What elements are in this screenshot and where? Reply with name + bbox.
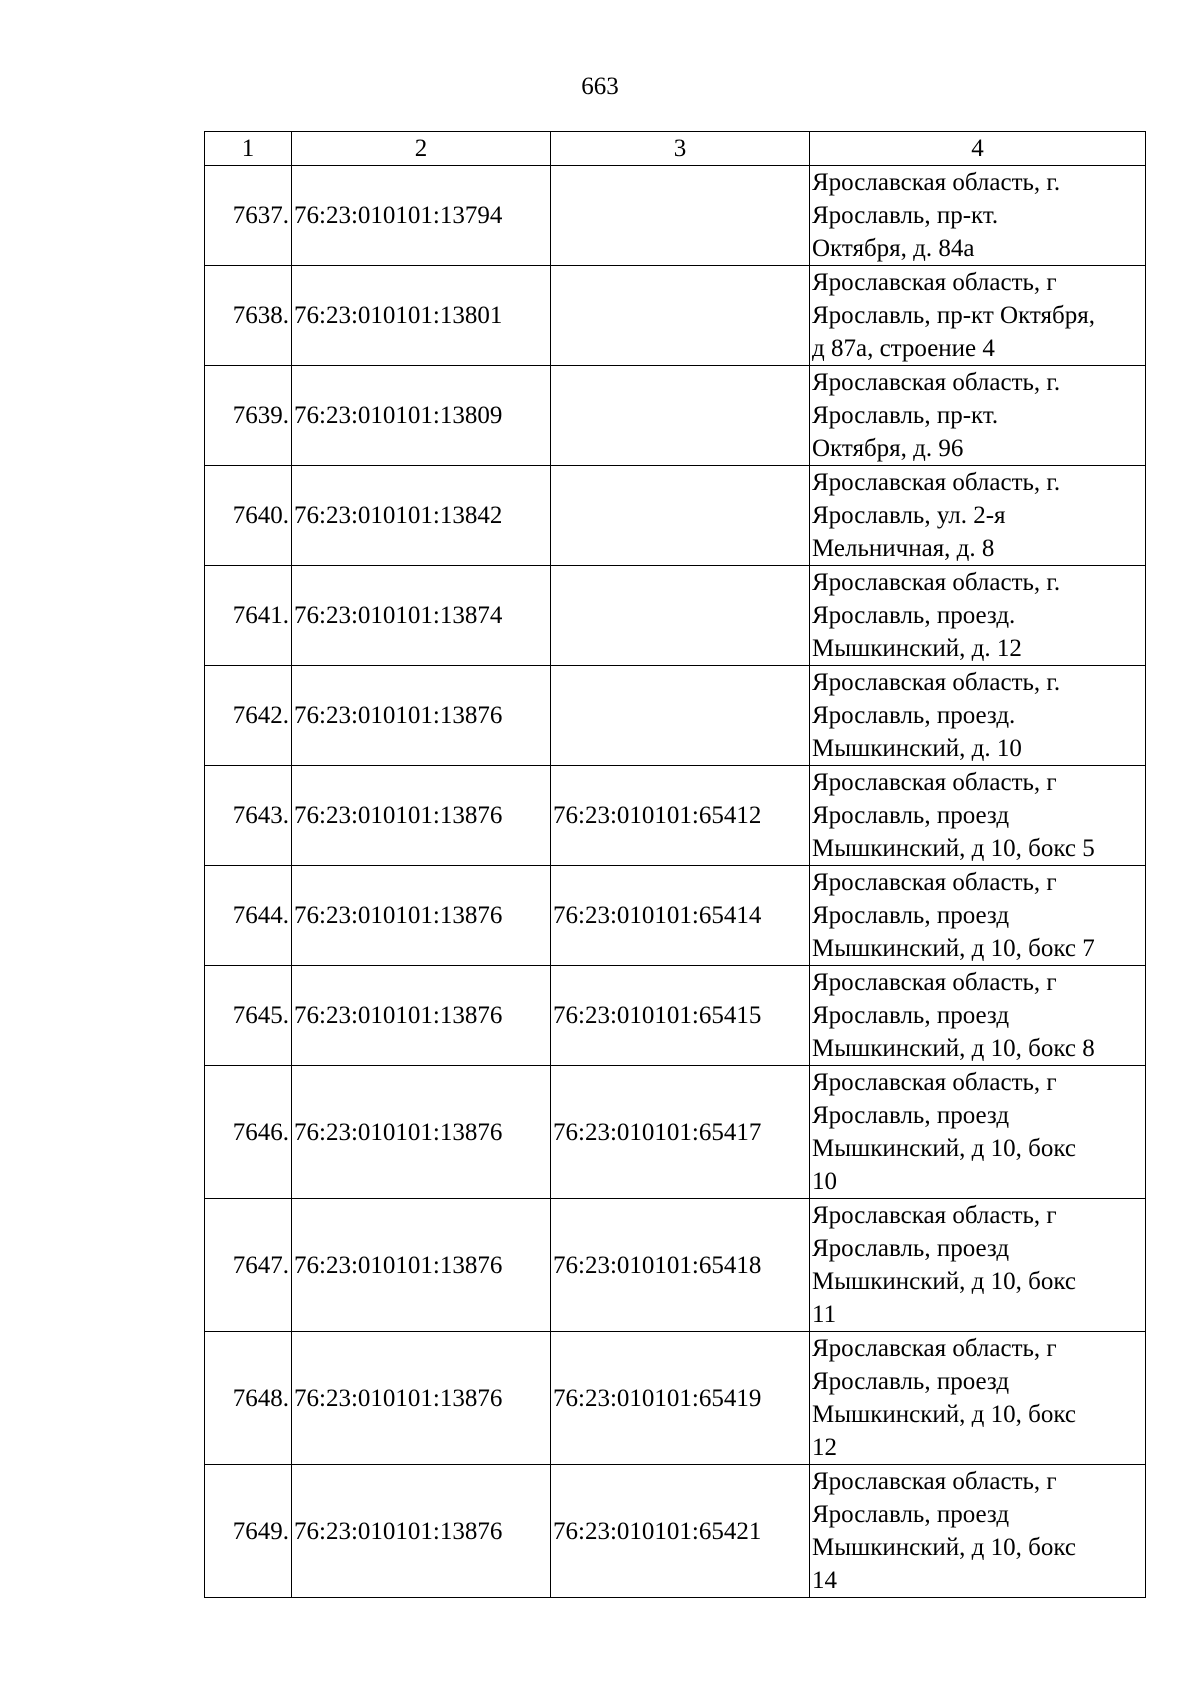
row-number: 7645. [205,966,292,1066]
parcel-cadastral-number: 76:23:010101:13794 [292,166,551,266]
object-cadastral-number: 76:23:010101:65414 [551,866,810,966]
row-number: 7639. [205,366,292,466]
parcel-cadastral-number: 76:23:010101:13876 [292,666,551,766]
address: Ярославская область, г. Ярославль, ул. 2-я Мельничная, д. 8 [810,466,1146,566]
address: Ярославская область, г Ярославль, проезд Мышкинский, д 10, бокс 8 [810,966,1146,1066]
table-row [205,1465,1146,1598]
column-header-3: 3 [551,132,810,166]
row-number: 7642. [205,666,292,766]
column-header-1: 1 [205,132,292,166]
address: Ярославская область, г. Ярославль, пр-кт. Октября, д. 84а [810,166,1146,266]
parcel-cadastral-number: 76:23:010101:13874 [292,566,551,666]
parcel-cadastral-number: 76:23:010101:13842 [292,466,551,566]
row-number: 7643. [205,766,292,866]
parcel-cadastral-number: 76:23:010101:13876 [292,1199,551,1332]
table-row [205,366,1146,466]
object-cadastral-number: 76:23:010101:65418 [551,1199,810,1332]
row-number: 7641. [205,566,292,666]
parcel-cadastral-number: 76:23:010101:13876 [292,866,551,966]
row-number: 7647. [205,1199,292,1332]
table-row [205,466,1146,566]
table-row [205,866,1146,966]
object-cadastral-number [551,466,810,566]
column-header-4: 4 [810,132,1146,166]
page-number: 663 [581,73,619,100]
object-cadastral-number [551,666,810,766]
column-header-2: 2 [292,132,551,166]
row-number: 7640. [205,466,292,566]
table-row [205,1332,1146,1465]
object-cadastral-number: 76:23:010101:65415 [551,966,810,1066]
address: Ярославская область, г. Ярославль, пр-кт. Октября, д. 96 [810,366,1146,466]
address: Ярославская область, г Ярославль, проезд Мышкинский, д 10, бокс 14 [810,1465,1146,1598]
table-header-row [205,132,1146,166]
row-number: 7646. [205,1066,292,1199]
address: Ярославская область, г. Ярославль, проезд. Мышкинский, д. 12 [810,566,1146,666]
row-number: 7638. [205,266,292,366]
row-number: 7644. [205,866,292,966]
object-cadastral-number: 76:23:010101:65417 [551,1066,810,1199]
object-cadastral-number: 76:23:010101:65412 [551,766,810,866]
row-number: 7648. [205,1332,292,1465]
object-cadastral-number [551,166,810,266]
table-row [205,666,1146,766]
registry-table [204,131,1146,1598]
parcel-cadastral-number: 76:23:010101:13876 [292,966,551,1066]
address: Ярославская область, г Ярославль, проезд Мышкинский, д 10, бокс 12 [810,1332,1146,1465]
object-cadastral-number [551,366,810,466]
table-row [205,766,1146,866]
row-number: 7649. [205,1465,292,1598]
object-cadastral-number: 76:23:010101:65421 [551,1465,810,1598]
address: Ярославская область, г Ярославль, проезд Мышкинский, д 10, бокс 7 [810,866,1146,966]
address: Ярославская область, г. Ярославль, проезд. Мышкинский, д. 10 [810,666,1146,766]
parcel-cadastral-number: 76:23:010101:13801 [292,266,551,366]
parcel-cadastral-number: 76:23:010101:13809 [292,366,551,466]
parcel-cadastral-number: 76:23:010101:13876 [292,766,551,866]
table-row [205,566,1146,666]
address: Ярославская область, г Ярославль, проезд Мышкинский, д 10, бокс 11 [810,1199,1146,1332]
object-cadastral-number [551,266,810,366]
object-cadastral-number [551,566,810,666]
parcel-cadastral-number: 76:23:010101:13876 [292,1332,551,1465]
parcel-cadastral-number: 76:23:010101:13876 [292,1465,551,1598]
table-row [205,1066,1146,1199]
object-cadastral-number: 76:23:010101:65419 [551,1332,810,1465]
row-number: 7637. [205,166,292,266]
table-row [205,266,1146,366]
table-row [205,966,1146,1066]
address: Ярославская область, г Ярославль, проезд Мышкинский, д 10, бокс 10 [810,1066,1146,1199]
address: Ярославская область, г Ярославль, пр-кт Октября, д 87а, строение 4 [810,266,1146,366]
address: Ярославская область, г Ярославль, проезд Мышкинский, д 10, бокс 5 [810,766,1146,866]
table-row [205,1199,1146,1332]
parcel-cadastral-number: 76:23:010101:13876 [292,1066,551,1199]
table-row [205,166,1146,266]
